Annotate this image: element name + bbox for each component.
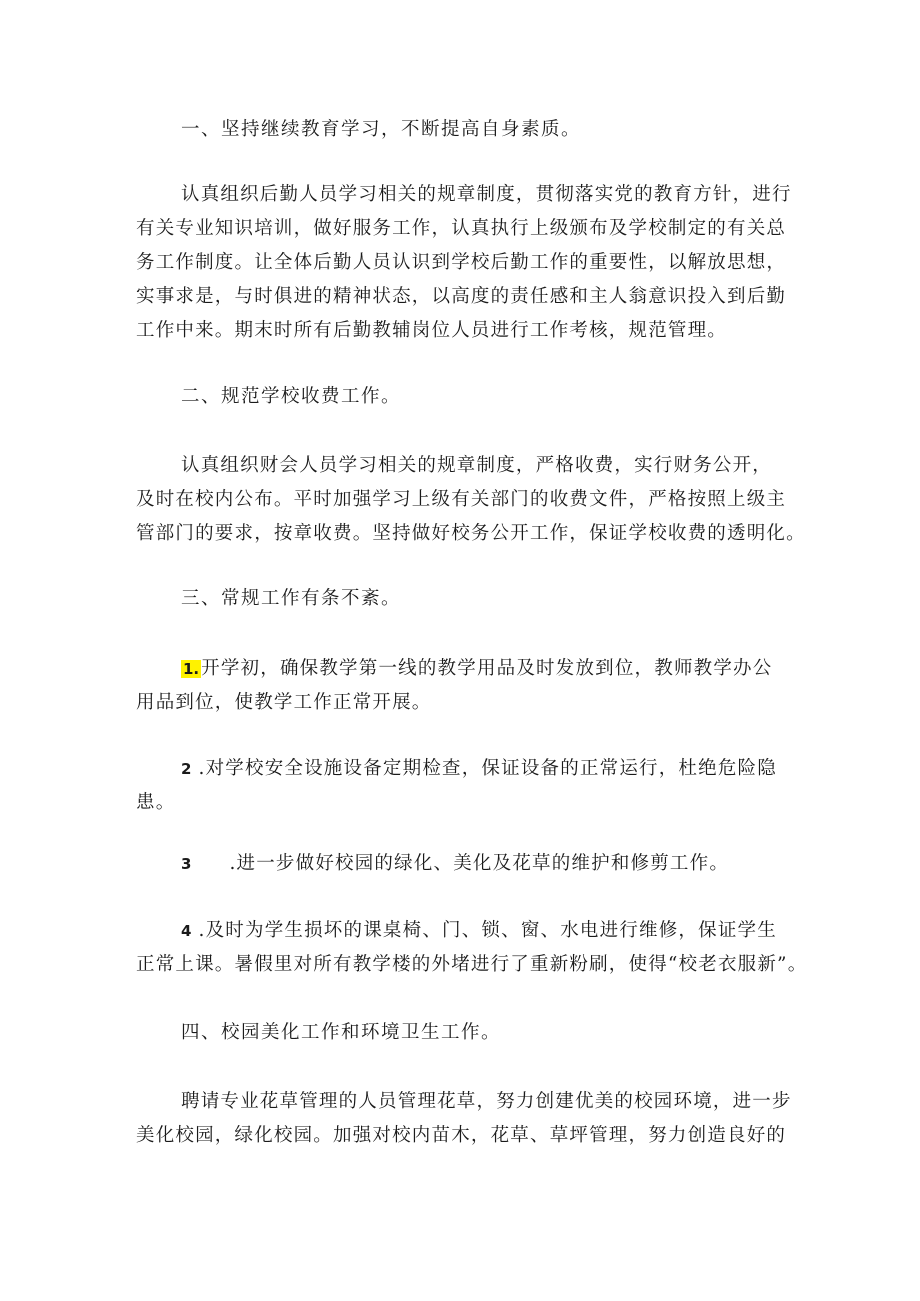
paragraph-line: 工作中来。期末时所有后勤教辅岗位人员进行工作考核，规范管理。 (136, 320, 728, 341)
paragraph-line: 认真组织后勤人员学习相关的规章制度，贯彻落实党的教育方针，进行 (181, 184, 792, 205)
section-2-paragraph (136, 449, 806, 551)
list-item-2 (136, 752, 796, 820)
section-1-heading: 一、坚持继续教育学习，不断提高自身素质。 (181, 119, 582, 140)
list-item-first-line (136, 652, 796, 686)
section-4-heading: 四、校园美化工作和环境卫生工作。 (181, 1022, 502, 1043)
list-item-text: .对学校安全设施设备定期检查，保证设备的正常运行，杜绝危险隐 (198, 758, 777, 779)
list-item-3 (136, 847, 796, 881)
list-number: 4 (181, 922, 192, 940)
list-item-first-line (136, 847, 796, 881)
list-item-text: .及时为学生损坏的课桌椅、门、锁、窗、水电进行维修，保证学生 (198, 920, 777, 941)
list-item-4 (136, 914, 808, 982)
list-item-first-line (136, 914, 796, 948)
paragraph-line: 管部门的要求，按章收费。坚持做好校务公开工作，保证学校收费的透明化。 (136, 523, 806, 544)
paragraph-line: 美化校园，绿化校园。加强对校内苗木，花草、草坪管理，努力创造良好的 (136, 1125, 787, 1146)
paragraph-line: 及时在校内公布。平时加强学习上级有关部门的收费文件，严格按照上级主 (136, 489, 787, 510)
paragraph-line: 有关专业知识培训，做好服务工作，认真执行上级颁布及学校制定的有关总 (136, 218, 787, 239)
section-3-heading: 三、常规工作有条不紊。 (181, 588, 402, 609)
list-number: 3 (181, 855, 192, 873)
list-item-line: 正常上课。暑假里对所有教学楼的外堵进行了重新粉刷，使得“校老衣服新”。 (136, 954, 808, 975)
paragraph-line: 聘请专业花草管理的人员管理花草，努力创建优美的校园环境，进一步 (181, 1091, 792, 1112)
list-number-highlighted: 1. (183, 660, 200, 678)
list-item-line: 用品到位，使教学工作正常开展。 (136, 692, 432, 713)
paragraph-line: 务工作制度。让全体后勤人员认识到学校后勤工作的重要性，以解放思想， (136, 252, 787, 273)
section-1-paragraph (136, 178, 796, 348)
list-item-first-line (136, 752, 796, 786)
list-number: 2 (181, 760, 192, 778)
section-4-paragraph (136, 1085, 796, 1153)
list-item-1 (136, 652, 796, 720)
paragraph-line: 认真组织财会人员学习相关的规章制度，严格收费，实行财务公开， (181, 455, 773, 476)
section-2-heading: 二、规范学校收费工作。 (181, 386, 402, 407)
list-item-text: .进一步做好校园的绿化、美化及花草的维护和修剪工作。 (229, 853, 730, 874)
paragraph-line: 实事求是，与时俱进的精神状态，以高度的责任感和主人翁意识投入到后勤 (136, 286, 787, 307)
list-item-line: 患。 (136, 792, 176, 813)
list-item-text: 开学初，确保教学第一线的教学用品及时发放到位，教师教学办公 (201, 658, 773, 679)
